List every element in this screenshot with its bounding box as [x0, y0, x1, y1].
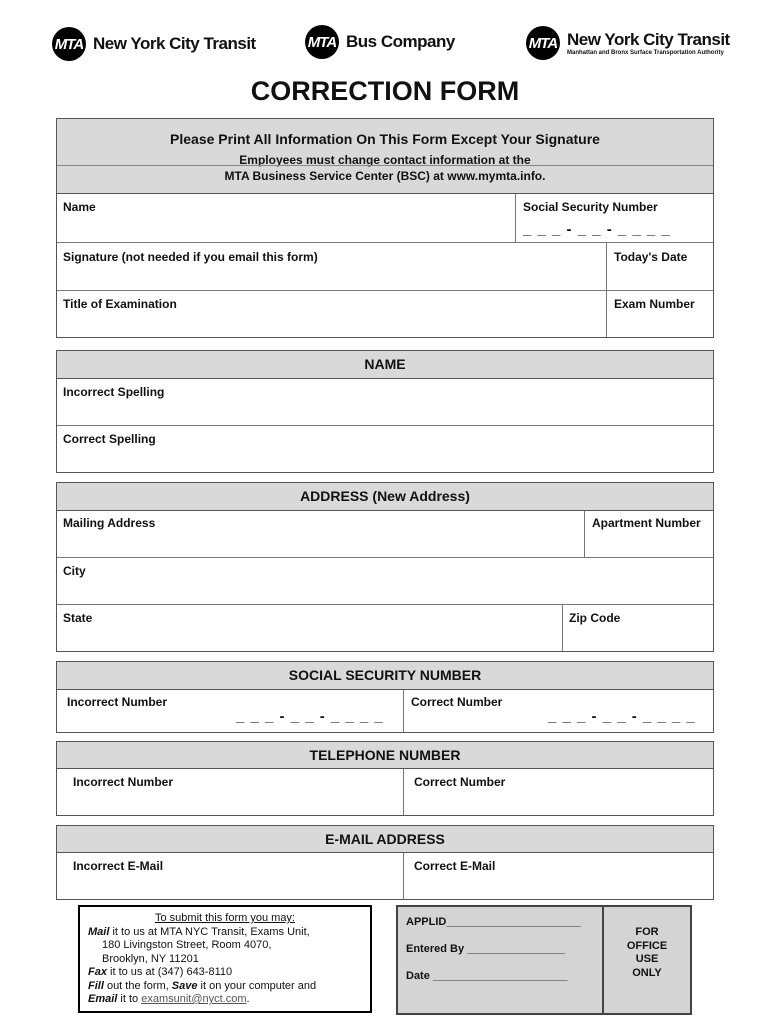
save-verb: Save — [171, 979, 198, 992]
logo-bus-company — [305, 25, 455, 59]
logo-text: Bus Company — [346, 32, 455, 51]
address-line2: Brooklyn, NY 11201 — [102, 952, 199, 965]
zip-code-field[interactable]: Zip Code — [569, 611, 621, 625]
mta-logo-icon: MTA — [305, 25, 339, 59]
logo-nyct-left — [52, 27, 256, 61]
city-field[interactable]: City — [63, 564, 86, 578]
signature-field[interactable]: Signature (not needed if you email this form) — [63, 250, 318, 264]
mta-logo-icon: MTA — [526, 26, 560, 60]
form-title: CORRECTION FORM — [250, 76, 520, 106]
office-use-line: USE — [635, 953, 659, 965]
office-use-line: FOR — [635, 926, 659, 938]
email-end: . — [246, 993, 250, 1005]
entered-by-field: Entered By ________________ — [406, 943, 566, 955]
fill-verb: Fill — [88, 979, 104, 992]
correct-phone-field[interactable]: Correct Number — [414, 775, 506, 789]
exam-number-field[interactable]: Exam Number — [614, 297, 695, 311]
office-use-line: ONLY — [632, 966, 662, 979]
office-use-box — [396, 905, 692, 1015]
fax-text: it to us at (347) 643-8110 — [106, 966, 233, 978]
office-use-line: OFFICE — [626, 939, 668, 952]
incorrect-phone-field[interactable]: Incorrect Number — [73, 775, 174, 789]
intro-heading: Please Print All Information On This Form Except Your Signature — [170, 131, 600, 147]
address-section-header: ADDRESS (New Address) — [56, 482, 714, 511]
exam-title-field[interactable]: Title of Examination — [63, 297, 177, 311]
email-verb: Email — [88, 993, 118, 1005]
name-field[interactable]: Name — [63, 200, 96, 214]
correct-spelling-field[interactable]: Correct Spelling — [63, 432, 156, 446]
mta-logo-icon: MTA — [52, 27, 86, 61]
applid-field: APPLID______________________ — [406, 916, 581, 928]
submit-instructions — [78, 905, 372, 1013]
intro-line1: Employees must change contact information at the — [239, 153, 531, 167]
email-link[interactable]: examsunit@nyct.com — [141, 993, 247, 1005]
state-field[interactable]: State — [63, 611, 93, 625]
personal-info-box — [56, 193, 714, 338]
logo-text: New York City Transit — [567, 30, 730, 49]
correct-ssn-blank: _ _ _ - _ _ - _ _ _ _ — [548, 708, 696, 725]
ssn-section-header: SOCIAL SECURITY NUMBER — [56, 661, 714, 690]
incorrect-email-field[interactable]: Incorrect E-Mail — [73, 859, 164, 873]
name-section-header: NAME — [56, 350, 714, 379]
fax-verb: Fax — [88, 966, 107, 978]
ssn-blank: _ _ _ - _ _ - _ _ _ _ — [523, 221, 671, 238]
logo-subtext: Manhattan and Bronx Surface Transportation Authority — [567, 50, 724, 56]
address-line1: 180 Livingston Street, Room 4070, — [102, 939, 272, 951]
intro-header — [56, 118, 714, 194]
fill-text: out the form, — [103, 979, 172, 992]
email-text: it to — [117, 993, 142, 1005]
incorrect-spelling-field[interactable]: Incorrect Spelling — [63, 385, 165, 399]
address-section-box — [56, 510, 714, 652]
ssn-field[interactable]: Social Security Number — [523, 200, 658, 214]
correct-email-field[interactable]: Correct E-Mail — [414, 859, 496, 873]
mail-text: it to us at MTA NYC Transit, Exams Unit, — [109, 925, 310, 938]
incorrect-ssn-field[interactable]: Incorrect Number — [67, 695, 168, 709]
incorrect-ssn-blank: _ _ _ - _ _ - _ _ _ _ — [236, 708, 384, 725]
intro-line2: MTA Business Service Center (BSC) at www.mymta.info. — [224, 169, 546, 183]
save-text: it on your computer and — [197, 979, 317, 992]
submit-heading: To submit this form you may: — [155, 912, 295, 924]
date-field: Date ______________________ — [406, 970, 568, 982]
mail-verb: Mail — [88, 925, 110, 938]
correct-ssn-field[interactable]: Correct Number — [411, 695, 503, 709]
logo-text: New York City Transit — [93, 34, 256, 53]
mailing-address-field[interactable]: Mailing Address — [63, 516, 156, 530]
phone-section-header: TELEPHONE NUMBER — [56, 741, 714, 769]
todays-date-field[interactable]: Today's Date — [614, 250, 688, 264]
logo-nyct-right — [526, 26, 730, 60]
office-use-label — [604, 926, 690, 980]
apartment-number-field[interactable]: Apartment Number — [592, 516, 701, 530]
email-section-header: E-MAIL ADDRESS — [56, 825, 714, 853]
